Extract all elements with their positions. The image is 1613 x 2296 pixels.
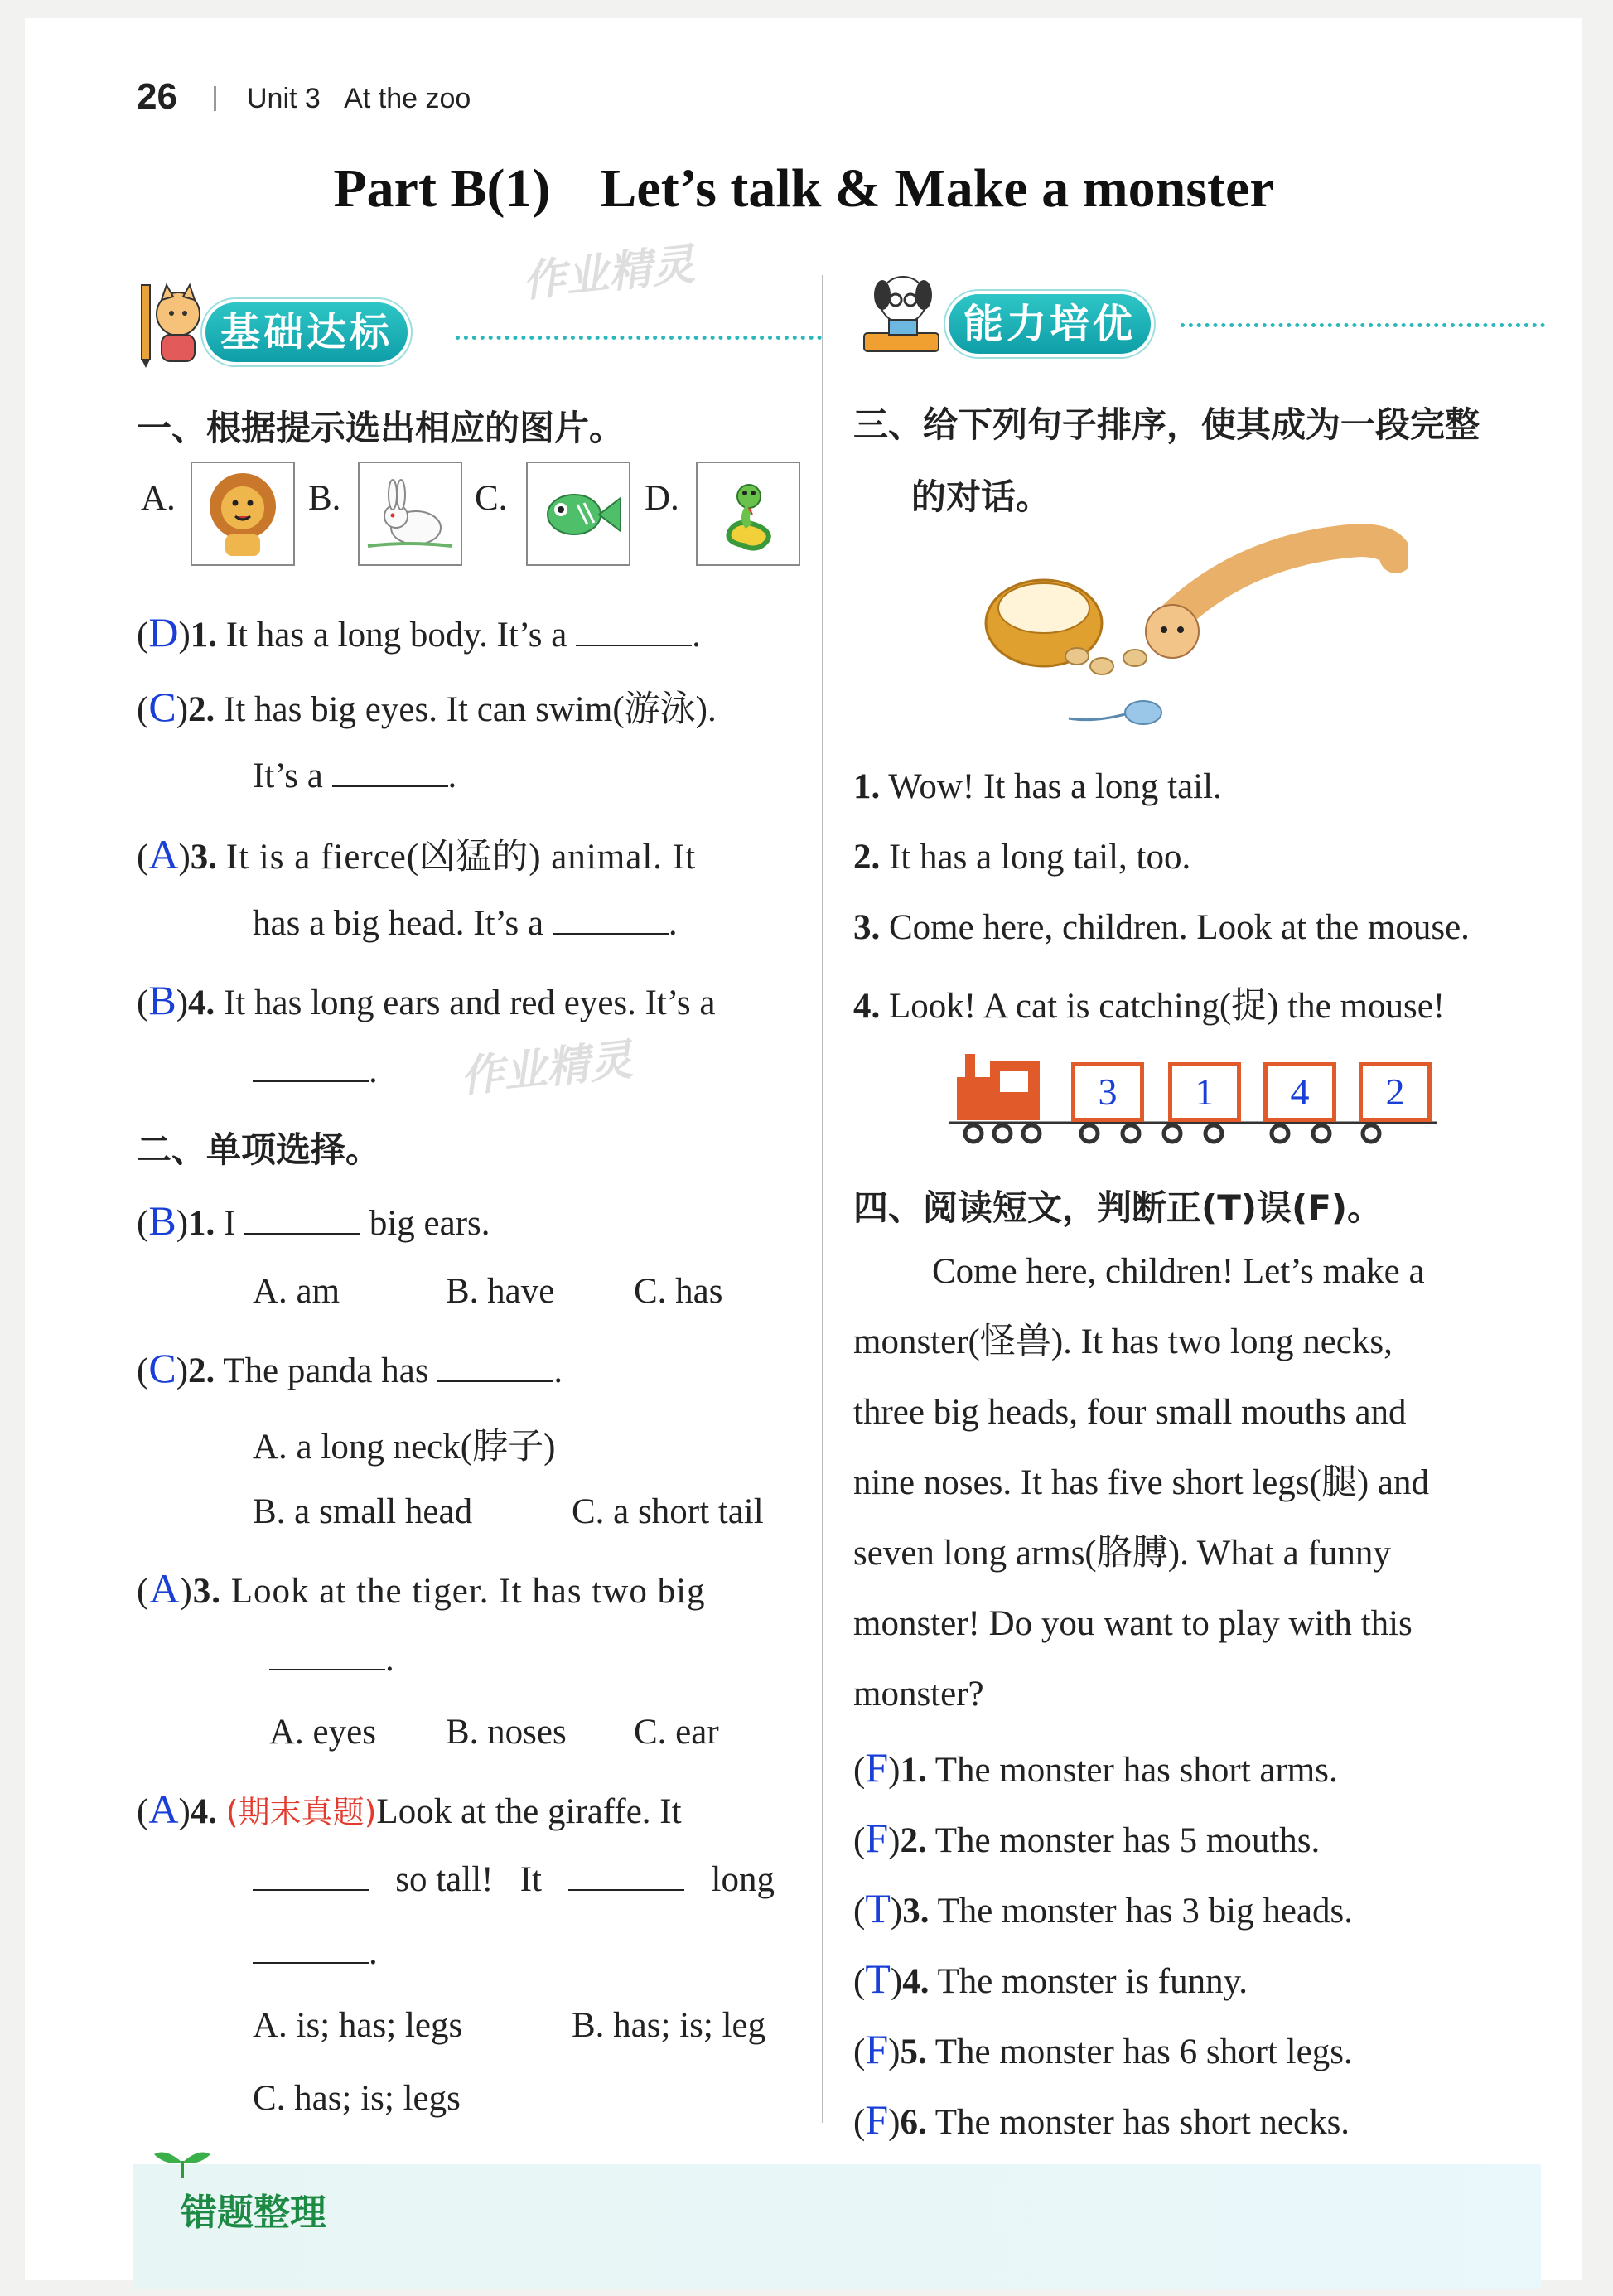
- watermark: 作业精灵: [458, 1035, 635, 1103]
- s4-item-4: (T)4. The monster is funny.: [853, 1955, 1248, 2002]
- s2-question-3: (A)3. Look at the tiger. It has two big: [137, 1565, 706, 1612]
- answer-blank[interactable]: [576, 616, 692, 646]
- s2-q3-option-b[interactable]: B. noses: [446, 1713, 567, 1752]
- s2-q4-option-c[interactable]: C. has; is; legs: [253, 2079, 461, 2118]
- s2-q1-option-a[interactable]: A. am: [253, 1272, 340, 1311]
- option-b-label: B.: [308, 479, 341, 518]
- s2-q1-option-b[interactable]: B. have: [446, 1272, 555, 1311]
- s2-q2-option-b[interactable]: B. a small head: [253, 1492, 473, 1531]
- s2-question-4: (A)4. (期末真题)Look at the giraffe. It: [137, 1786, 682, 1832]
- section-badge-advanced: 能力培优: [949, 294, 1151, 354]
- watermark: 作业精灵: [520, 239, 698, 307]
- section3-heading-cont: 的对话。: [911, 476, 1051, 517]
- section4-heading: 四、阅读短文，判断正(T)误(F)。: [853, 1187, 1383, 1228]
- s2-question-4-line2: so tall! It long: [253, 1859, 775, 1900]
- page-title: Part B(1) Let’s talk & Make a monster: [333, 158, 1274, 219]
- cat-mascot-icon: [137, 277, 203, 368]
- s4-item-3: (T)3. The monster has 3 big heads.: [853, 1885, 1353, 1931]
- s1-question-4-line2: .: [253, 1051, 378, 1091]
- answer-blank[interactable]: [244, 1205, 360, 1235]
- answer-blank[interactable]: [332, 757, 448, 787]
- s3-line-2: 2. It has a long tail, too.: [853, 838, 1191, 877]
- exam-tag: (期末真题): [225, 1794, 377, 1830]
- s1-question-2-line2: It’s a .: [253, 756, 457, 795]
- order-slot-1[interactable]: 3: [1071, 1062, 1144, 1122]
- s2-q3-option-c[interactable]: C. ear: [634, 1713, 719, 1752]
- s2-q4-option-b[interactable]: B. has; is; leg: [572, 2006, 766, 2045]
- order-slot-2[interactable]: 1: [1168, 1062, 1241, 1122]
- unit-label: Unit 3 At the zoo: [247, 83, 471, 114]
- s2-q2-option-c[interactable]: C. a short tail: [572, 1492, 764, 1531]
- passage-line: nine noses. It has five short legs(腿) and: [853, 1463, 1430, 1502]
- s2-question-2: (C)2. The panda has .: [137, 1345, 563, 1391]
- passage-line: monster?: [853, 1675, 984, 1714]
- s1-question-3: (A)3. It is a fierce(凶猛的) animal. It: [137, 831, 697, 877]
- error-notes-area[interactable]: [133, 2164, 1541, 2289]
- order-train: [932, 1044, 1446, 1152]
- s1-question-1: (D)1. It has a long body. It’s a .: [137, 609, 701, 655]
- order-slot-3[interactable]: 4: [1263, 1062, 1336, 1122]
- page-number: 26: [137, 76, 177, 117]
- answer-blank[interactable]: [253, 1934, 369, 1964]
- answer-blank[interactable]: [269, 1641, 385, 1670]
- s2-question-3-line2: .: [269, 1639, 394, 1680]
- s2-q2-option-a[interactable]: A. a long neck(脖子): [253, 1428, 556, 1467]
- snake-icon: [696, 462, 800, 566]
- fish-icon: [526, 462, 630, 566]
- s4-item-5: (F)5. The monster has 6 short legs.: [853, 2026, 1353, 2072]
- rabbit-icon: [358, 462, 462, 566]
- s2-q3-option-a[interactable]: A. eyes: [269, 1713, 376, 1752]
- reading-passage: [853, 1236, 1541, 1729]
- section2-heading: 二、单项选择。: [137, 1129, 381, 1170]
- s2-question-1: (B)1. I big ears.: [137, 1197, 490, 1244]
- order-slot-4[interactable]: 2: [1359, 1062, 1432, 1122]
- section3-heading: 三、给下列句子排序，使其成为一段完整: [853, 404, 1480, 445]
- s1-question-4: (B)4. It has long ears and red eyes. It’s a: [137, 977, 716, 1023]
- s3-line-4: 4. Look! A cat is catching(捉) the mouse!: [853, 987, 1446, 1026]
- s2-q4-option-a[interactable]: A. is; has; legs: [253, 2006, 463, 2045]
- header-divider: [214, 86, 216, 111]
- option-a-label: A.: [141, 479, 176, 518]
- answer: D: [148, 609, 179, 655]
- passage-line: seven long arms(胳膊). What a funny: [853, 1534, 1391, 1573]
- error-notes-label: 错题整理: [181, 2192, 326, 2234]
- column-divider: [822, 275, 823, 2123]
- sprout-icon: [149, 2146, 215, 2179]
- answer-blank[interactable]: [568, 1861, 684, 1891]
- answer-blank[interactable]: [253, 1052, 369, 1082]
- section-badge-basic: 基础达标: [205, 302, 408, 362]
- s4-item-6: (F)6. The monster has short necks.: [853, 2096, 1350, 2143]
- s3-line-3: 3. Come here, children. Look at the mouse.: [853, 908, 1470, 947]
- passage-line: three big heads, four small mouths and: [853, 1393, 1407, 1432]
- s4-item-2: (F)2. The monster has 5 mouths.: [853, 1815, 1321, 1861]
- passage-line: monster(怪兽). It has two long necks,: [853, 1322, 1393, 1361]
- dotted-rule: [1181, 323, 1545, 327]
- answer-blank[interactable]: [553, 905, 669, 935]
- dotted-rule: [456, 336, 822, 340]
- s2-q1-option-c[interactable]: C. has: [634, 1272, 723, 1311]
- passage-line: Come here, children! Let’s make a: [932, 1252, 1425, 1291]
- s1-question-3-line2: has a big head. It’s a .: [253, 904, 678, 943]
- section1-heading: 一、根据提示选出相应的图片。: [137, 408, 625, 448]
- answer-blank[interactable]: [253, 1861, 369, 1891]
- answer-blank[interactable]: [437, 1352, 553, 1382]
- option-d-label: D.: [645, 479, 679, 518]
- option-c-label: C.: [475, 479, 508, 518]
- passage-line: monster! Do you want to play with this: [853, 1604, 1413, 1643]
- dog-mascot-icon: [857, 268, 949, 360]
- s3-line-1: 1. Wow! It has a long tail.: [853, 767, 1222, 806]
- s1-question-2: (C)2. It has big eyes. It can swim(游泳).: [137, 684, 717, 730]
- worksheet-page: [25, 18, 1582, 2280]
- s4-item-1: (F)1. The monster has short arms.: [853, 1744, 1338, 1791]
- cat-mouse-illustration: [978, 515, 1408, 739]
- lion-icon: [191, 462, 295, 566]
- s2-question-4-line3: .: [253, 1932, 378, 1973]
